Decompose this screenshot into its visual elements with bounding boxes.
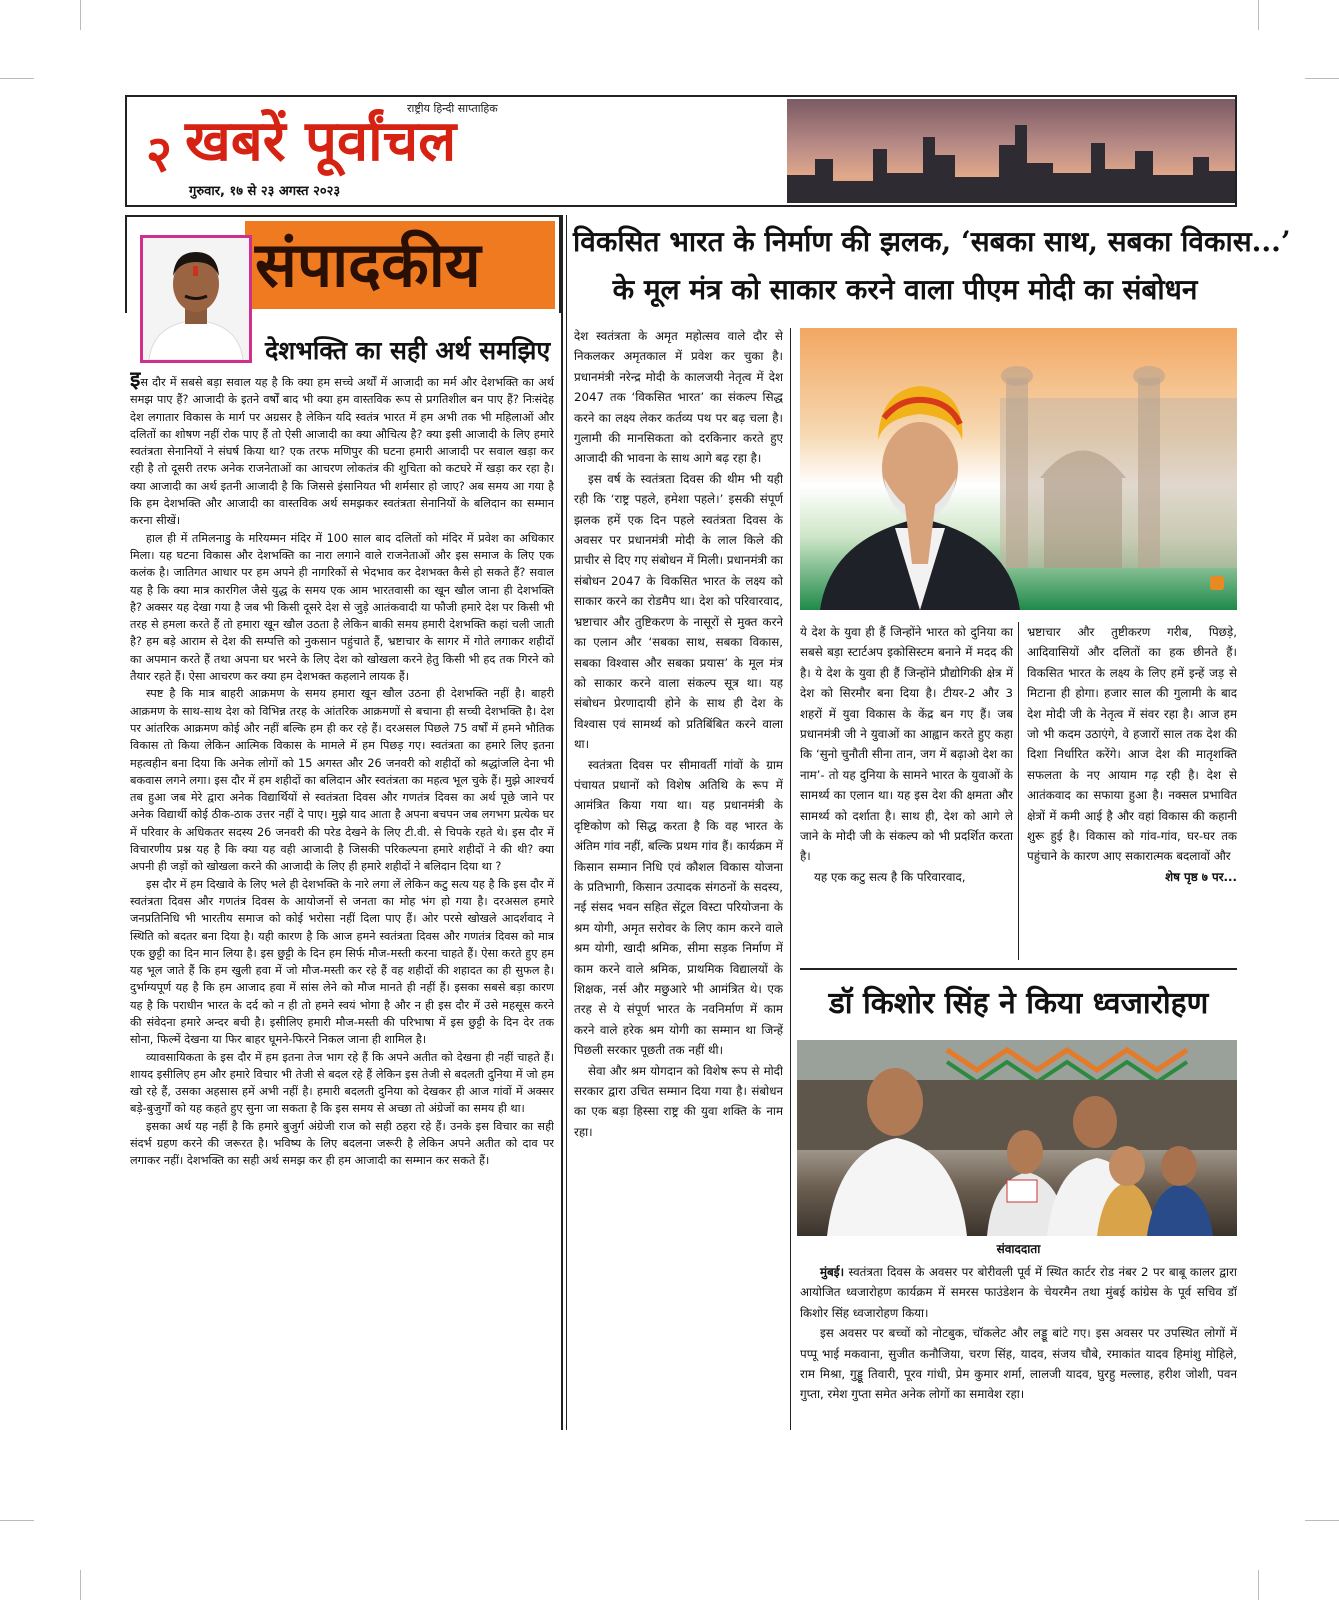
story-paragraph: इस अवसर पर बच्चों को नोटबुक, चॉकलेट और लड्डू बांटे गए। इस अवसर पर उपस्थित लोगों में पप्पू भाई मकवाना, सुजीत कनौजिया, चरण सिंह, यादव, संजय चौबे, रमाकांत यादव हिमांशु मोहिले, राम मिश्रा, गुड्डू तिवारी, पूरव गांधी, प्रेम कुमार शर्मा, लालजी यादव, घुरहु मल्लाह, हरीश जोशी, पवन गुप्ता, रमेश गुप्ता समेत अनेक लोगों का समावेश रहा। xyxy=(800,1326,1237,1402)
crop-mark xyxy=(0,78,34,79)
crop-mark xyxy=(80,0,81,30)
editorial-paragraph: स्पष्ट है कि मात्र बाहरी आक्रमण के समय हमारा खून खौल उठना ही देशभक्ति नहीं है। बाहरी आक्रमण के साथ-साथ देश को विभिन्न तरह के आंतरिक आक्रमणों से बचाना ही सच्ची देशभक्ति है। देश पर आंतरिक आक्रमण कोई और नहीं बल्कि हम ही कर रहे हैं। दरअसल पिछले 75 वर्षों में हमने भौतिक विकास तो किया लेकिन आत्मिक विकास के मामले में हम पिछड़ गए। स्वतंत्रता का हमारे लिए इतना महत्वहीन बना दिया कि अनेक लोगों को 15 अगस्त और 26 जनवरी को शहीदों को श्रद्धांजलि देना भी बकवास लगने लगा। इस दौर में हम शहीदों का बलिदान और स्वतंत्रता का महत्व भूल चुके हैं। मुझे आश्चर्य तब हुआ जब मेरे द्वारा अनेक विद्यार्थियों से स्वतंत्रता दिवस और गणतंत्र दिवस का अर्थ पूछे जाने पर अनेक विद्यार्थी कोई ठीक-ठाक उत्तर नहीं दे पाए। मुझे याद आता है अपना बचपन जब लगभग प्रत्येक घर में परिवार के अधिकतर सदस्य 26 जनवरी की परेड देखने के लिए टी.वी. से चिपके रहते थे। इस दौर में विचारणीय प्रश्न यह है कि क्या यह वही आजादी है जिसकी परिकल्पना हमारे शहीदों ने की थी? क्या अपनी ही जड़ों को खोखला करने की आजादी के लिए ही हमारे शहीदों ने बलिदान दिया था ? xyxy=(130,687,554,874)
city-skyline-image xyxy=(787,99,1235,203)
editorial-body xyxy=(130,371,554,1423)
page-number: २ xyxy=(146,124,172,183)
editorial-section xyxy=(125,215,561,1430)
crop-mark xyxy=(0,1520,34,1521)
crop-mark xyxy=(80,1570,81,1600)
newspaper-logo: खबरें पूर्वांचल xyxy=(185,108,457,174)
story-paragraph: सेवा और श्रम योगदान को विशेष रूप से मोदी सरकार द्वारा उचित सम्मान दिया गया है। संबोधन का एक बड़ा हिस्सा राष्ट्र की युवा शक्ति के नाम रहा। xyxy=(574,1063,783,1139)
story-paragraph: स्वतंत्रता दिवस पर सीमावर्ती गांवों के ग्राम पंचायत प्रधानों को विशेष अतिथि के रूप में आमंत्रित किया गया था। यह प्रधानमंत्री के दृष्टिकोण को सिद्ध करता है कि वह भारत के अंतिम गांव नहीं, बल्कि प्रथम गांव हैं। कार्यक्रम में किसान सम्मान निधि एवं कौशल विकास योजना के प्रतिभागी, किसान उत्पादक संगठनों के सदस्य, नई संसद भवन सहित सेंट्रल विस्टा परियोजना के श्रम योगी, अमृत सरोवर के लिए काम करने वाले श्रम योगी, खादी श्रमिक, सीमा सड़क निर्माण में काम करने वाले श्रमिक, प्राथमिक विद्यालयों के शिक्षक, नर्स और मछुआरे भी आमंत्रित थे। एक तरह से ये संपूर्ण भारत के नवनिर्माण में काम करने वाले हरेक श्रम योगी का सम्मान था जिन्हें पिछली सरकार पूछती तक नहीं थी। xyxy=(574,757,783,1058)
story-paragraph: यह एक कटु सत्य है कि परिवारवाद, xyxy=(814,869,966,884)
editorial-paragraph: इस दौर में हम दिखावे के लिए भले ही देशभक्ति के नारे लगा लें लेकिन कटु सत्य यह है कि इस दौर में स्वतंत्रता दिवस और गणतंत्र दिवस के आयोजनों से जनता का मोह भंग हो गया है। दरअसल हमारे जनप्रतिनिधि भी भारतीय समाज को कोई भरोसा नहीं दिला पाए हैं। ओर परसे खोखले आदर्शवाद ने स्थिति को बदतर बना दिया है। यही कारण है कि आज हमने स्वतंत्रता दिवस और गणतंत्र दिवस को मात्र एक छुट्टी का दिन मान लिया है। इस छुट्टी के दिन हम सिर्फ मौज-मस्ती करना चाहते हैं। ऐसा करते हुए हम यह भूल जाते हैं कि हम खुली हवा में जो मौज-मस्ती कर रहे हैं वह शहीदों की शहादत का ही सुफल है। दुर्भाग्यपूर्ण यह है कि हम आजाद हवा में सांस लेने को मौज मानते ही नहीं हैं। इसका सबसे बड़ा कारण यह है कि पराधीन भारत के दर्द को न ही तो हमने स्वयं भोगा है और न ही इस दौर में उसे महसूस करने की संवेदना हमारे अन्दर बची है। इसीलिए हमारी मौज-मस्ती की परिभाषा में इस छुट्टी के दिन देर तक सोना, फिल्में देखना या फिर बाहर घूमने-फिरने निकल जाना ही शामिल है। xyxy=(130,877,554,1047)
column-rule xyxy=(561,215,563,1430)
pm-modi-photo xyxy=(800,328,1237,610)
editorial-banner xyxy=(245,221,555,309)
main-story-column xyxy=(574,326,783,1426)
editorial-paragraph: व्यावसायिकता के इस दौर में हम इतना तेज भाग रहे हैं कि अपने अतीत को देखना ही नहीं चाहते हैं। शायद इसीलिए हम और हमारे विचार भी तेजी से बदल रहे हैं लेकिन इस तेजी से बदलती दुनिया में जो हम खो रहे हैं, उसका अहसास हमें अभी नहीं है। हमारी बदलती दुनिया को देखकर ही आज गांवों में अक्सर बड़े-बुजुर्गों को यह कहते हुए सुना जा सकता है कि इस समय से अच्छा तो अंग्रेजों का समय ही था। xyxy=(130,1050,554,1116)
main-story-column xyxy=(800,622,1013,960)
drop-cap: इ xyxy=(130,371,141,391)
story-paragraph: मुंबई। स्वतंत्रता दिवस के अवसर पर बोरीवली पूर्व में स्थित कार्टर रोड नंबर 2 पर बाबू कालर द्वारा आयोजित ध्वजारोहण कार्यक्रम में समरस फाउंडेशन के चेयरमैन तथा मुंबई कांग्रेस के पूर्व सचिव डॉ किशोर सिंह ध्वजारोहण किया। xyxy=(800,1265,1237,1320)
editor-photo xyxy=(140,235,252,363)
continued-on-page-link: शेष पृष्ठ ७ पर... xyxy=(1165,869,1237,884)
crop-mark xyxy=(1305,1520,1339,1521)
section-rule xyxy=(800,968,1237,970)
story-paragraph: भ्रष्टाचार और तुष्टीकरण गरीब, पिछड़े, आदिवासियों और दलितों का हक छीनते हैं। विकसित भारत के लक्ष्य के लिए हमें इन्हें जड़ से मिटाना ही होगा। हजार साल की गुलामी के बाद देश मोदी जी के नेतृत्व में संवर रहा है। आज हम जो भी कदम उठाएंगे, वे हजारों साल तक देश की दिशा निर्धारित करेंगे। आज देश की मातृशक्ति सफलता के नए आयाम गढ़ रही है। देश से आतंकवाद का सफाया हुआ है। नक्सल प्रभावित क्षेत्रों में कमी आई है और वहां विकास की कहानी शुरू हुई है। विकास को गांव-गांव, घर-घर तक पहुंचाने के कारण आए सकारात्मक बदलावों और xyxy=(1027,625,1237,864)
crop-mark xyxy=(1258,0,1259,30)
editorial-headline: देशभक्ति का सही अर्थ समझिए xyxy=(265,336,551,365)
main-headline-line1: विकसित भारत के निर्माण की झलक, ‘सबका साथ, सबका विकास...’ xyxy=(573,225,1291,258)
editorial-paragraph: इसका अर्थ यह नहीं है कि हमारे बुजुर्ग अंग्रेजी राज को सही ठहरा रहे हैं। उनके इस विचार का सही संदर्भ ग्रहण करने की जरूरत है। भविष्य के लिए बदलना जरूरी है लेकिन अपने अतीत को दाव पर लगाकर नहीं। देशभक्ति का सही अर्थ समझ कर ही हम आजादी का सम्मान कर सकते हैं। xyxy=(130,1119,554,1168)
column-rule xyxy=(566,215,567,1430)
story-paragraph: इस वर्ष के स्वतंत्रता दिवस की थीम भी यही रही कि ‘राष्ट्र पहले, हमेशा पहले।’ इसकी संपूर्ण झलक हमें एक दिन पहले स्वतंत्रता दिवस के अवसर पर प्रधानमंत्री मोदी के लाल किले की प्राचीर से दिए गए संबोधन में मिली। प्रधानमंत्री का संबोधन 2047 के विकसित भारत के लक्ष्य को साकार करने का रोडमैप था। देश को परिवारवाद, भ्रष्टाचार और तुष्टिकरण के नासूरों से मुक्त करने का एलान और ‘सबका साथ, सबका विकास, सबका विश्वास और सबका प्रयास’ के मूल मंत्र को साकार करने वाला संकल्प सूत्र था। यह संबोधन प्रेरणादायी होने के साथ ही देश के विश्वास एवं सामर्थ्य को प्रतिबिंबित करने वाला था। xyxy=(574,471,783,752)
editorial-title: संपादकीय xyxy=(255,228,481,301)
flag-hoisting-photo xyxy=(797,1040,1237,1236)
crop-mark xyxy=(1305,78,1339,79)
reporter-byline: संवाददाता xyxy=(996,1242,1041,1256)
story-dateline: मुंबई। xyxy=(820,1265,845,1279)
column-rule xyxy=(790,328,791,1430)
flag-hoisting-headline: डॉ किशोर सिंह ने किया ध्वजारोहण xyxy=(828,986,1209,1021)
story-paragraph: ये देश के युवा ही हैं जिन्होंने भारत को दुनिया का सबसे बड़ा स्टार्टअप इकोसिस्टम बनाने में मदद की है। ये देश के युवा ही हैं जिन्होंने प्रौद्योगिकी क्षेत्र में देश को सिरमौर बना दिया है। टीयर-2 और 3 शहरों में युवा विकास के केंद्र बन गए हैं। जब प्रधानमंत्री जी ने युवाओं का आह्वान करते हुए कहा कि ‘सुनो चुनौती सीना तान, जग में बढ़ाओ देश का नाम’- तो यह दुनिया के सामने भारत के युवाओं के सामर्थ्य का एलान था। यह इस देश की क्षमता और सामर्थ्य को दर्शाता है। साथ ही, देश को आगे ले जाने के मोदी जी के संकल्प को भी प्रदर्शित करता है। xyxy=(800,625,1013,864)
main-headline xyxy=(573,218,1291,314)
editorial-paragraph: हाल ही में तमिलनाडु के मरियम्मन मंदिर में 100 साल बाद दलितों को मंदिर में प्रवेश का अधिकार मिला। यह घटना विकास और देशभक्ति का नारा लगाने वाले राजनेताओं और इस समाज के लिए एक कलंक है। जातिगत आधार पर हम अपने ही नागरिकों से भेदभाव कर देशभक्त कैसे हो सकते हैं? सवाल यह है कि क्या मात्र कारगिल जैसे युद्ध के समय एक आम भारतवासी का खून खौल जाना ही देशभक्ति है? अक्सर यह देखा गया है जब भी किसी दूसरे देश से जुड़े आतंकवादी या फौजी हमारे देश पर किसी भी तरह से हमला करते हैं तो हमारा खून खौल उठता है लेकिन बाकी समय हमारी देशभक्ति कहां चली जाती है? हम बड़े आराम से देश की सम्पत्ति को नुकसान पहुंचाते हैं, भ्रष्टाचार के सागर में गोते लगाकर शहीदों का अपमान करते हैं तथा अपना घर भरने के लिए देश को खोखला करने हेतु किसी भी हद तक गिरने को तैयार रहते हैं। ऐसा आचरण कर क्या हम देशभक्त कहलाने लायक हैं। xyxy=(130,531,554,684)
issue-dateline: गुरुवार, १७ से २३ अगस्त २०२३ xyxy=(189,184,341,199)
story-paragraph: देश स्वतंत्रता के अमृत महोत्सव वाले दौर से निकलकर अमृतकाल में प्रवेश कर चुका है। प्रधानमंत्री नरेन्द्र मोदी के कालजयी नेतृत्व में देश 2047 तक ‘विकसित भारत’ का संकल्प सिद्ध करने का लक्ष्य लेकर कर्तव्य पथ पर बढ़ चला है। गुलामी की मानसिकता को दरकिनार करते हुए आजादी की भावना के साथ आगे बढ़ रहा है। xyxy=(574,329,783,466)
flag-hoisting-body xyxy=(800,1262,1237,1432)
masthead xyxy=(125,95,1237,207)
crop-mark xyxy=(1258,1570,1259,1600)
main-story-column xyxy=(1027,622,1237,960)
editorial-paragraph: इस दौर में सबसे बड़ा सवाल यह है कि क्या हम सच्चे अर्थों में आजादी का मर्म और देशभक्ति का अर्थ समझ पाए हैं? आजादी के इतने वर्षों बाद भी क्या हम वास्तविक रूप से प्रगतिशील बन पाए हैं? निःसंदेह देश लगातार विकास के मार्ग पर अग्रसर है लेकिन यदि स्वतंत्र भारत में हम अभी तक भी महिलाओं और दलितों का शोषण नहीं रोक पाए हैं तो ऐसी आजादी का क्या औचित्य है? क्या इसी आजादी के लिए हमारे स्वतंत्रता सेनानियों ने संघर्ष किया था? एक तरफ मणिपुर की घटना हमारी आजादी पर सवाल खड़ा कर रही है तो दूसरी तरफ अनेक राजनेताओं का आचरण लोकतंत्र की शुचिता को कटघरे में खड़ा कर रहा है। क्या आजादी का अर्थ इतनी आजादी है कि जिससे इंसानियत भी शर्मसार हो जाए? अब समय आ गया है कि हम देशभक्ति और आजादी का वास्तविक अर्थ समझकर स्वतंत्रता सेनानियों के बलिदान का सम्मान करना सीखें। xyxy=(130,371,554,530)
main-headline-line2: के मूल मंत्र को साकार करने वाला पीएम मोदी का संबोधन xyxy=(612,273,1198,306)
tagline: राष्ट्रीय हिन्दी साप्ताहिक xyxy=(407,102,498,115)
column-rule xyxy=(1018,622,1019,960)
